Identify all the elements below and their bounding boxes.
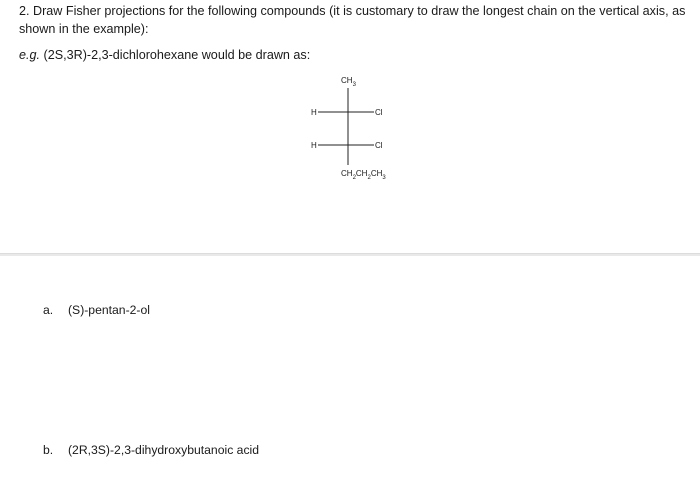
fisher-bottom-group: $CH_2CH_2CH_3$: [341, 169, 386, 181]
fisher-projection-diagram: [300, 68, 420, 188]
part-a-letter: a.: [43, 303, 54, 317]
part-b-letter: b.: [43, 443, 54, 457]
part-a-compound: (S)-pentan-2-ol: [68, 303, 150, 317]
fisher-row1-right: Cl: [375, 108, 383, 117]
question-prompt: [19, 2, 695, 38]
part-b: [43, 442, 259, 458]
example-text: (2S,3R)-2,3-dichlorohexane would be drawn as:: [40, 48, 311, 62]
fisher-top-group: $CH_3$: [341, 76, 356, 88]
example-prefix: e.g.: [19, 48, 41, 62]
example-line: [19, 46, 310, 64]
fisher-row1-left: H: [311, 108, 317, 117]
part-a: [43, 302, 150, 318]
part-b-compound: (2R,3S)-2,3-dihydroxybutanoic acid: [68, 443, 260, 457]
fisher-projection-example: [300, 68, 420, 188]
section-divider: [0, 253, 700, 256]
question-text: 2. Draw Fisher projections for the following compounds (it is customary to draw the longest chain on the vertical axis, as shown in the example):: [19, 4, 686, 36]
fisher-row2-left: H: [311, 141, 317, 150]
fisher-row2-right: Cl: [375, 141, 383, 150]
